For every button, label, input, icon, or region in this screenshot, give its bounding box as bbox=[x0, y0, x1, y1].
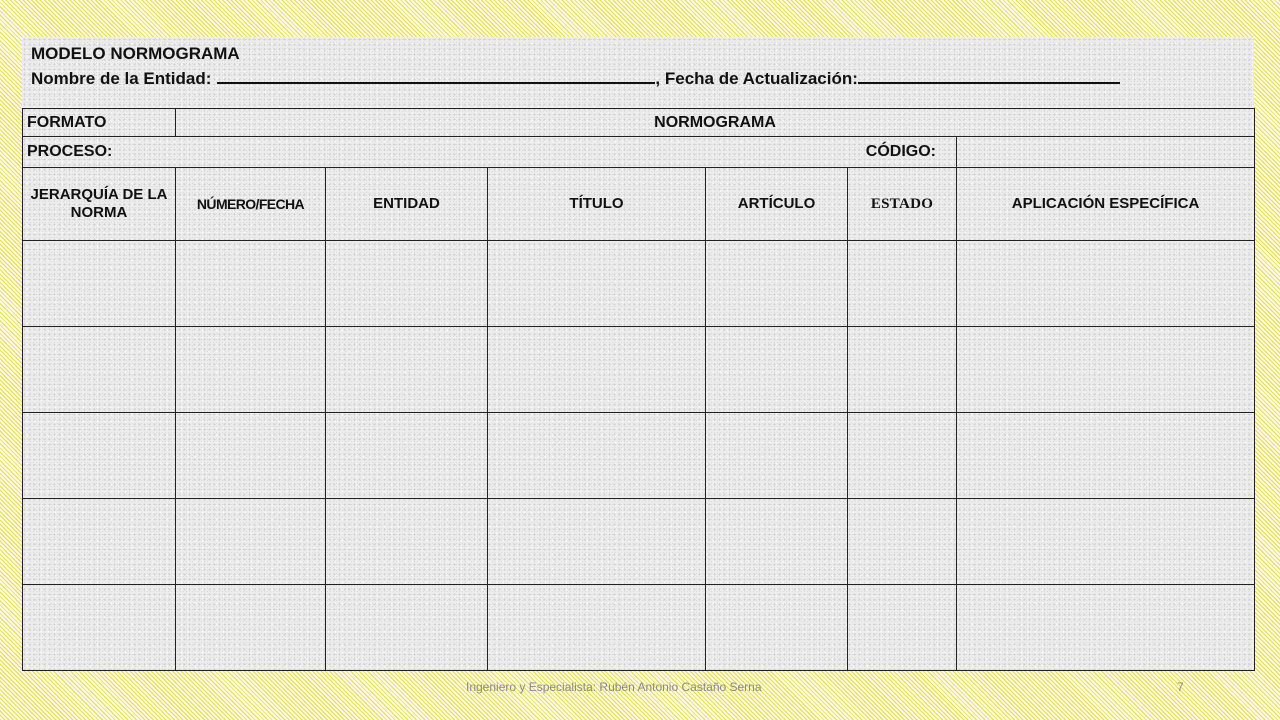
codigo-value-cell bbox=[957, 137, 1255, 168]
table-cell bbox=[957, 585, 1255, 671]
page-number: 7 bbox=[1177, 680, 1184, 694]
table-row bbox=[23, 499, 1255, 585]
table-cell bbox=[706, 413, 848, 499]
table-cell bbox=[488, 585, 706, 671]
column-header-row bbox=[23, 168, 1255, 241]
table-cell bbox=[488, 499, 706, 585]
table-row bbox=[23, 327, 1255, 413]
table-cell bbox=[326, 499, 488, 585]
table-cell bbox=[23, 413, 176, 499]
table-row bbox=[23, 413, 1255, 499]
table-cell bbox=[23, 241, 176, 327]
table-cell bbox=[488, 241, 706, 327]
column-header-entidad: ENTIDAD bbox=[326, 168, 488, 241]
formato-row bbox=[23, 109, 1255, 137]
codigo-label: CÓDIGO: bbox=[865, 143, 936, 160]
table-cell bbox=[23, 327, 176, 413]
proceso-cell bbox=[23, 137, 957, 168]
column-header-jerarquia: JERARQUÍA DE LA NORMA bbox=[23, 168, 176, 241]
table-cell bbox=[957, 413, 1255, 499]
table-cell bbox=[706, 241, 848, 327]
normograma-label: NORMOGRAMA bbox=[176, 109, 1255, 137]
normograma-table bbox=[22, 108, 1255, 671]
header-fields-line bbox=[31, 68, 1244, 89]
table-cell bbox=[326, 327, 488, 413]
table-cell bbox=[957, 241, 1255, 327]
normograma-sheet bbox=[22, 37, 1254, 671]
table-cell bbox=[848, 585, 957, 671]
column-header-aplicacion: APLICACIÓN ESPECÍFICA bbox=[957, 168, 1255, 241]
header-block bbox=[31, 44, 1244, 106]
table-cell bbox=[848, 499, 957, 585]
table-cell bbox=[176, 585, 326, 671]
table-cell bbox=[176, 327, 326, 413]
table-cell bbox=[326, 241, 488, 327]
table-cell bbox=[23, 585, 176, 671]
entity-blank-line bbox=[217, 68, 655, 84]
column-header-articulo: ARTÍCULO bbox=[706, 168, 848, 241]
table-row bbox=[23, 585, 1255, 671]
formato-label: FORMATO bbox=[23, 109, 176, 137]
table-cell bbox=[848, 327, 957, 413]
table-cell bbox=[326, 585, 488, 671]
table-cell bbox=[957, 327, 1255, 413]
proceso-row bbox=[23, 137, 1255, 168]
table-cell bbox=[176, 241, 326, 327]
table-row bbox=[23, 241, 1255, 327]
table-cell bbox=[848, 241, 957, 327]
column-header-titulo: TÍTULO bbox=[488, 168, 706, 241]
table-cell bbox=[176, 499, 326, 585]
column-header-estado: ESTADO bbox=[848, 168, 957, 241]
table-cell bbox=[488, 413, 706, 499]
table-cell bbox=[848, 413, 957, 499]
date-blank-line bbox=[858, 68, 1120, 84]
date-label: , Fecha de Actualización: bbox=[655, 69, 858, 88]
entity-label: Nombre de la Entidad: bbox=[31, 69, 212, 88]
table-cell bbox=[957, 499, 1255, 585]
table-cell bbox=[706, 585, 848, 671]
table-cell bbox=[488, 327, 706, 413]
proceso-label: PROCESO: bbox=[27, 143, 113, 160]
table-cell bbox=[176, 413, 326, 499]
footer-author: Ingeniero y Especialista: Rubén Antonio Castaño Serna bbox=[466, 680, 762, 694]
column-header-numero-fecha: NÚMERO/FECHA bbox=[176, 168, 326, 241]
table-cell bbox=[23, 499, 176, 585]
table-cell bbox=[326, 413, 488, 499]
table-cell bbox=[706, 327, 848, 413]
page-title: MODELO NORMOGRAMA bbox=[31, 44, 240, 63]
table-cell bbox=[706, 499, 848, 585]
